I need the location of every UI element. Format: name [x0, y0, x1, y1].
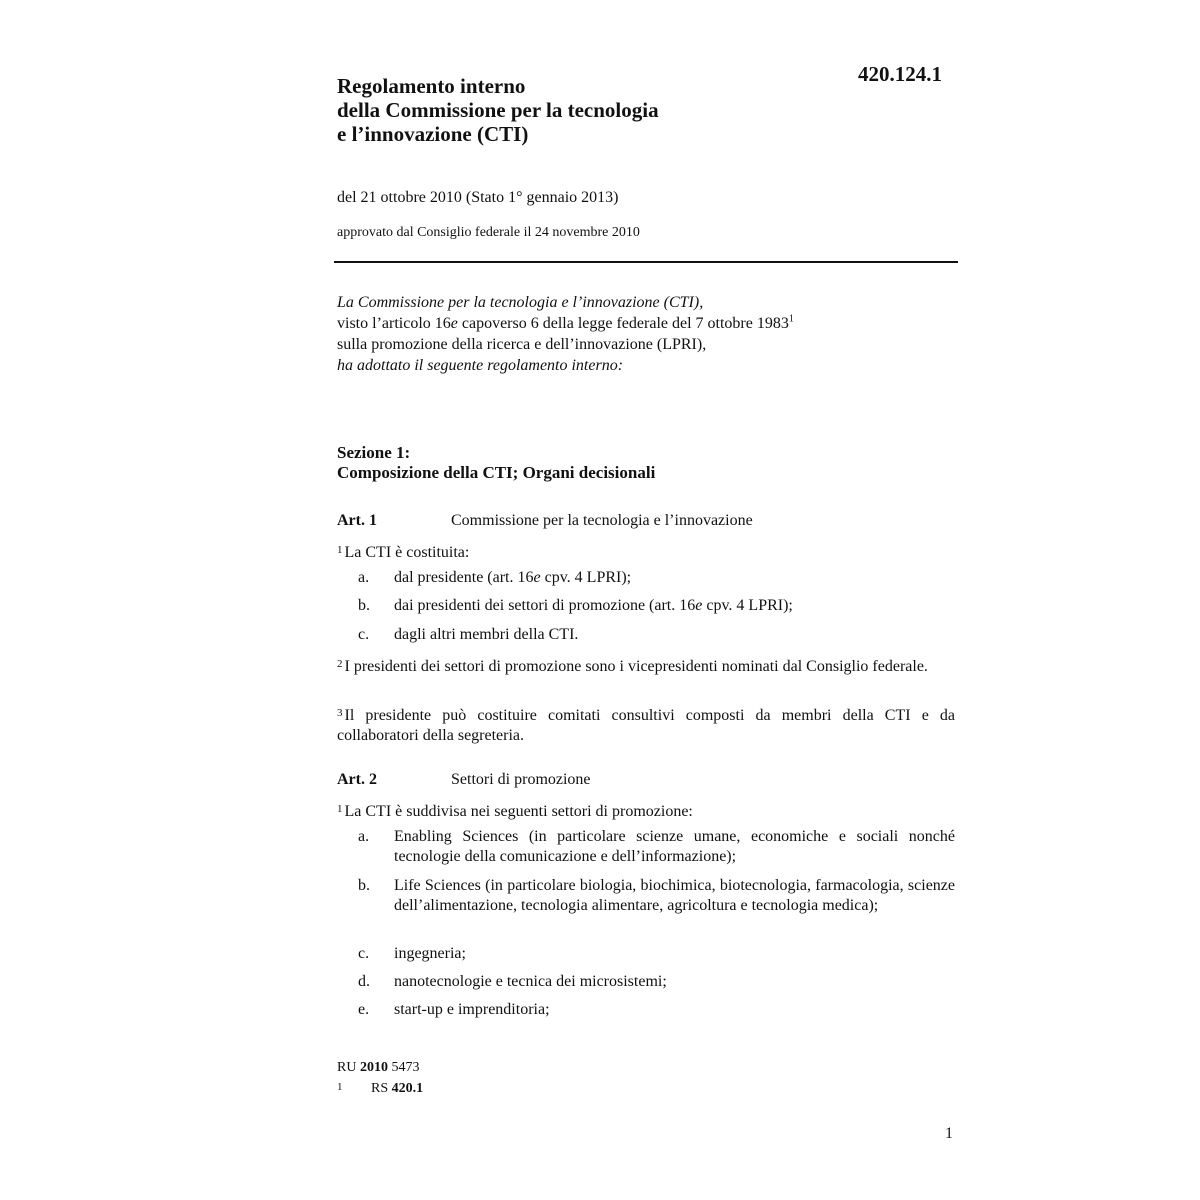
- section-title: Composizione della CTI; Organi decisionali: [337, 463, 656, 482]
- article-number: Art. 1: [337, 512, 377, 529]
- list-letter: c.: [358, 945, 370, 962]
- list-text: start-up e imprenditoria;: [394, 1001, 550, 1018]
- list-letter: e.: [358, 1001, 370, 1018]
- list-item: [337, 1000, 955, 1020]
- footnote-mark: 1: [337, 1081, 343, 1093]
- list-text: ingegneria;: [394, 945, 466, 962]
- list-text: [394, 596, 955, 616]
- article-1-paragraph-3: [337, 703, 955, 746]
- list-text-part: cpv. 4 LPRI);: [702, 597, 793, 614]
- preamble-text: visto l’articolo 16: [337, 315, 451, 332]
- page-number: 1: [945, 1125, 953, 1142]
- header-divider: [334, 261, 958, 263]
- list-item: [337, 827, 955, 867]
- list-text: nanotecnologie e tecnica dei microsistemi;: [394, 973, 667, 990]
- list-text: Life Sciences (in particolare biologia, biochimica, biotecnologia, farmacologia, scienze dell’alimentazione, tecnologia alimentare, agricoltura e tecnologia medica);: [394, 877, 955, 914]
- article-2-paragraph-1: [337, 799, 955, 822]
- section-heading: [337, 443, 655, 483]
- ru-year: 2010: [359, 1060, 388, 1075]
- article-1-heading: [337, 512, 955, 532]
- paragraph-text: La CTI è suddivisa nei seguenti settori di promozione:: [344, 803, 693, 820]
- document-title: [337, 74, 659, 146]
- ru-prefix: RU: [337, 1060, 357, 1075]
- paragraph-text: Il presidente può costituire comitati consultivi composti da membri della CTI e da collaboratori della segreteria.: [337, 707, 955, 744]
- list-letter: a.: [358, 569, 370, 586]
- paragraph-text: I presidenti dei settori di promozione sono i vicepresidenti nominati dal Consiglio federale.: [344, 658, 928, 675]
- list-item: [337, 596, 955, 616]
- footnote-reference-number: 420.1: [391, 1081, 424, 1096]
- paragraph-number: 1: [337, 803, 343, 815]
- approval-line: approvato dal Consiglio federale il 24 novembre 2010: [337, 225, 640, 240]
- date-status-line: del 21 ottobre 2010 (Stato 1° gennaio 2013): [337, 189, 619, 206]
- official-compilation-reference: [337, 1060, 419, 1076]
- list-text: Enabling Sciences (in particolare scienze umane, economiche e sociali nonché tecnologie della comunicazione e dell’informazione);: [394, 828, 955, 865]
- list-text: [394, 568, 955, 588]
- list-letter: c.: [358, 626, 370, 643]
- title-line: Regolamento interno: [337, 74, 526, 98]
- paragraph-number: 3: [337, 707, 343, 719]
- list-letter: b.: [358, 877, 370, 894]
- article-title: Commissione per la tecnologia e l’innovazione: [451, 512, 753, 529]
- list-item: [337, 876, 955, 936]
- article-2-heading: [337, 771, 955, 791]
- preamble-italic-letter: e: [450, 315, 458, 332]
- sr-number: 420.124.1: [858, 62, 942, 86]
- preamble-adoption: ha adottato il seguente regolamento interno:: [337, 357, 624, 374]
- paragraph-number: 2: [337, 658, 343, 670]
- list-item: [337, 625, 955, 645]
- footnote-prefix: RS: [371, 1081, 389, 1096]
- article-title: Settori di promozione: [451, 771, 591, 788]
- list-item: [337, 568, 955, 588]
- list-item: [337, 944, 955, 964]
- paragraph-number: 1: [337, 544, 343, 556]
- article-number: Art. 2: [337, 771, 377, 788]
- list-text-part: dai presidenti dei settori di promozione (art. 16: [394, 597, 696, 614]
- section-number: Sezione 1:: [337, 443, 411, 462]
- paragraph-text: La CTI è costituita:: [344, 544, 470, 561]
- list-text-italic: e: [533, 569, 541, 586]
- article-1-paragraph-2: [337, 654, 955, 677]
- title-line: della Commissione per la tecnologia: [337, 98, 659, 122]
- preamble-legal-basis: [337, 313, 794, 334]
- list-item: [337, 972, 955, 992]
- preamble: [337, 292, 794, 376]
- preamble-law-name: sulla promozione della ricerca e dell’innovazione (LPRI),: [337, 336, 707, 353]
- footnote: [337, 1081, 537, 1099]
- footnote-text: [371, 1081, 423, 1097]
- article-1-paragraph-1: [337, 540, 955, 563]
- list-text-part: dal presidente (art. 16: [394, 569, 534, 586]
- list-letter: b.: [358, 597, 370, 614]
- title-line: e l’innovazione (CTI): [337, 122, 529, 146]
- ru-page: 5473: [391, 1060, 420, 1075]
- preamble-text: capoverso 6 della legge federale del 7 ottobre 1983: [457, 315, 789, 332]
- list-text: dagli altri membri della CTI.: [394, 626, 579, 643]
- list-text-part: cpv. 4 LPRI);: [540, 569, 632, 586]
- list-letter: d.: [358, 973, 370, 990]
- footnote-reference[interactable]: 1: [788, 313, 794, 325]
- preamble-authority: La Commissione per la tecnologia e l’innovazione (CTI),: [337, 294, 704, 311]
- list-text-italic: e: [695, 597, 703, 614]
- list-letter: a.: [358, 828, 370, 845]
